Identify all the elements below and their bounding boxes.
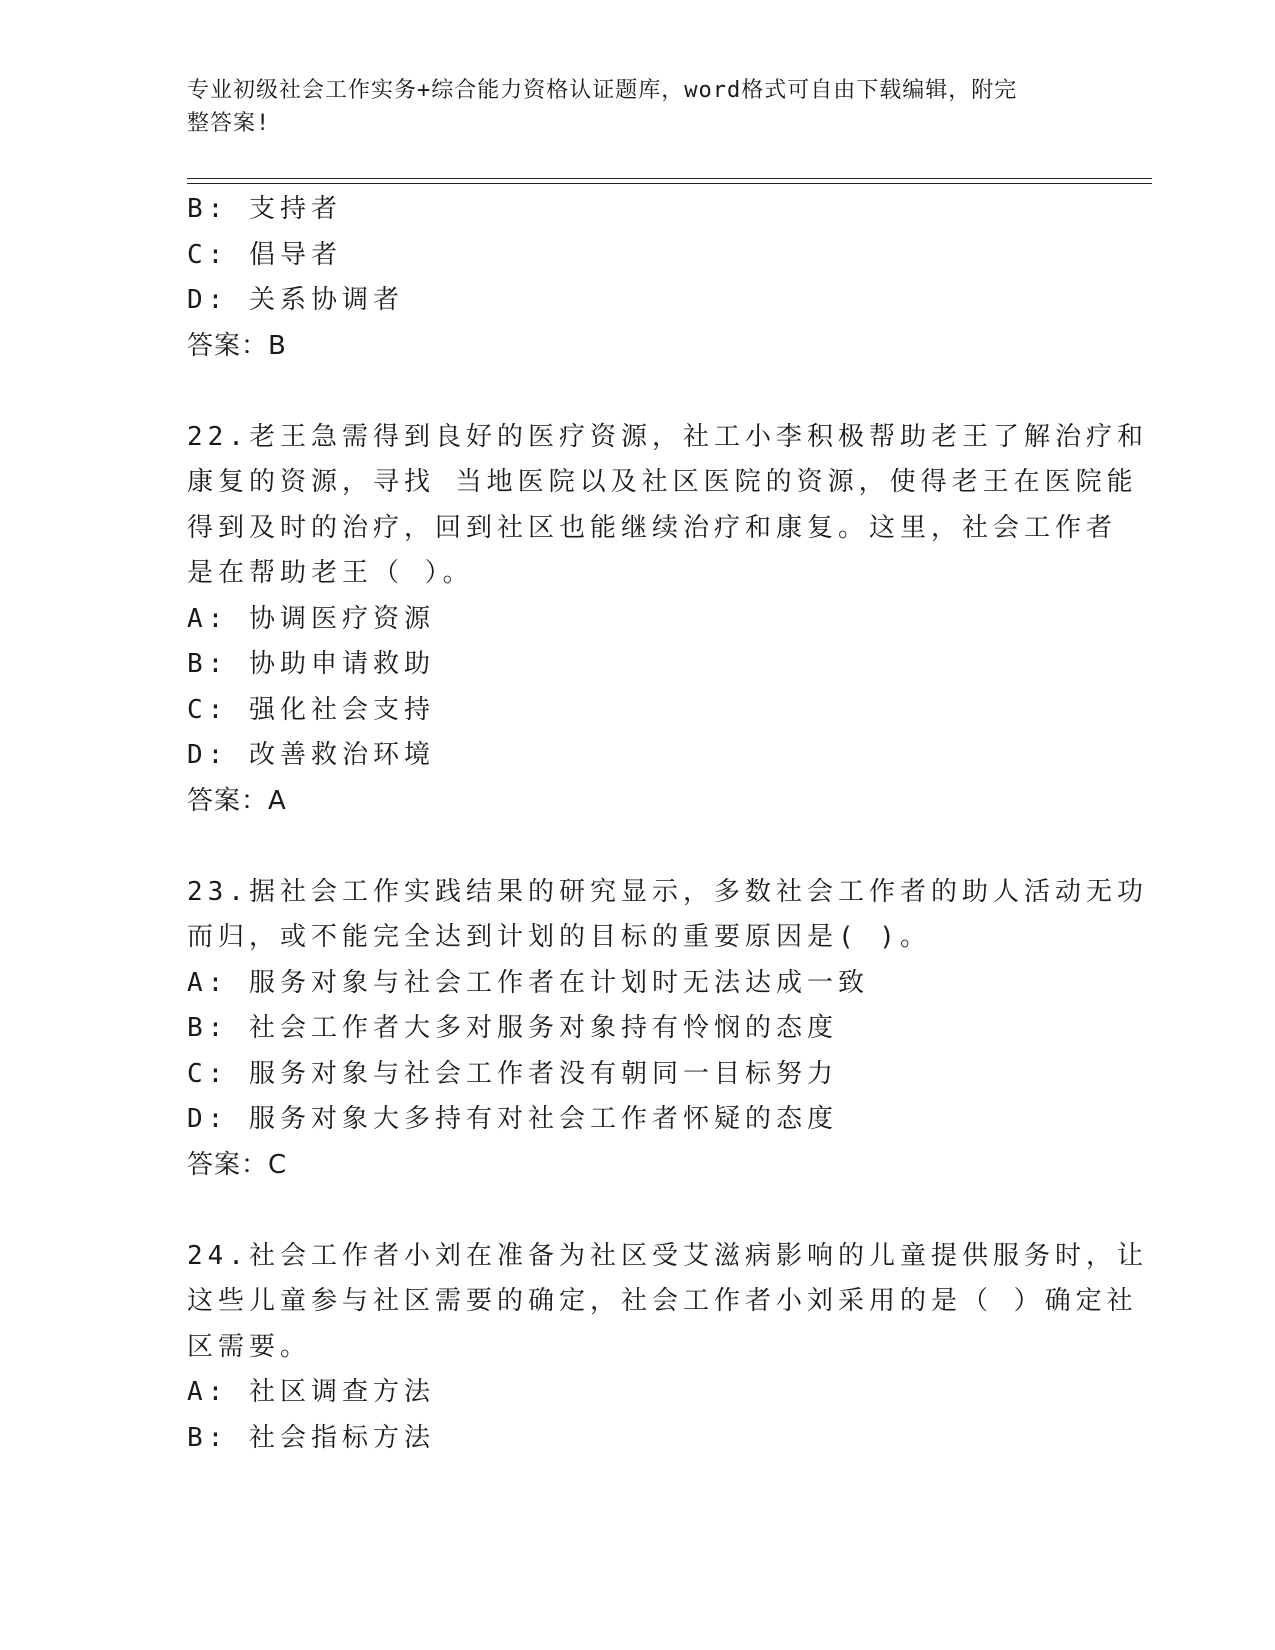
spacer bbox=[187, 369, 1087, 415]
header-line-1: 专业初级社会工作实务+综合能力资格认证题库，word格式可自由下载编辑，附完 bbox=[187, 78, 1018, 103]
question-stem-line: 22.老王急需得到良好的医疗资源，社工小李积极帮助老王了解治疗和 bbox=[187, 421, 1148, 452]
question-stem-line: 是在帮助老王（ ）。 bbox=[187, 558, 474, 588]
question-stem-line: 23.据社会工作实践结果的研究显示，多数社会工作者的助人活动无功 bbox=[187, 876, 1148, 907]
document-header bbox=[187, 74, 1087, 140]
option-b: B: 社会指标方法 bbox=[187, 1422, 435, 1453]
option-b: B: 协助申请救助 bbox=[187, 649, 435, 679]
option-d: D: 服务对象大多持有对社会工作者怀疑的态度 bbox=[187, 1104, 838, 1134]
question-stem-line: 得到及时的治疗，回到社区也能继续治疗和康复。这里，社会工作者 bbox=[187, 512, 1118, 543]
document-body bbox=[187, 187, 1148, 1461]
option-c: C: 服务对象与社会工作者没有朝同一目标努力 bbox=[187, 1058, 838, 1089]
question-22 bbox=[187, 415, 1148, 825]
question-21-tail bbox=[187, 187, 1087, 369]
option-c: C: 倡导者 bbox=[187, 239, 342, 270]
question-stem-line: 康复的资源，寻找 当地医院以及社区医院的资源，使得老王在医院能 bbox=[187, 467, 1138, 497]
answer-line: 答案：C bbox=[187, 1149, 288, 1180]
header-rule-bottom bbox=[187, 183, 1152, 184]
option-a: A: 服务对象与社会工作者在计划时无法达成一致 bbox=[187, 967, 869, 998]
spacer bbox=[187, 1188, 1087, 1234]
option-a: A: 协调医疗资源 bbox=[187, 603, 435, 634]
question-stem-line: 这些儿童参与社区需要的确定，社会工作者小刘采用的是（ ）确定社 bbox=[187, 1286, 1138, 1316]
answer-line: 答案：A bbox=[187, 785, 287, 816]
header-line-2: 整答案! bbox=[187, 111, 271, 136]
answer-line: 答案：B bbox=[187, 330, 287, 361]
option-c: C: 强化社会支持 bbox=[187, 694, 435, 725]
option-b: B: 社会工作者大多对服务对象持有怜悯的态度 bbox=[187, 1013, 838, 1043]
question-24 bbox=[187, 1234, 1148, 1462]
option-b: B: 支持者 bbox=[187, 194, 342, 224]
question-stem-line: 24.社会工作者小刘在准备为社区受艾滋病影响的儿童提供服务时，让 bbox=[187, 1240, 1148, 1271]
header-rule-top bbox=[187, 178, 1152, 179]
option-a: A: 社区调查方法 bbox=[187, 1377, 435, 1407]
option-d: D: 关系协调者 bbox=[187, 285, 404, 315]
spacer bbox=[187, 824, 1087, 870]
option-d: D: 改善救治环境 bbox=[187, 740, 435, 770]
question-stem-line: 区需要。 bbox=[187, 1331, 312, 1362]
question-23 bbox=[187, 870, 1148, 1189]
question-stem-line: 而归，或不能完全达到计划的目标的重要原因是( )。 bbox=[187, 922, 931, 952]
